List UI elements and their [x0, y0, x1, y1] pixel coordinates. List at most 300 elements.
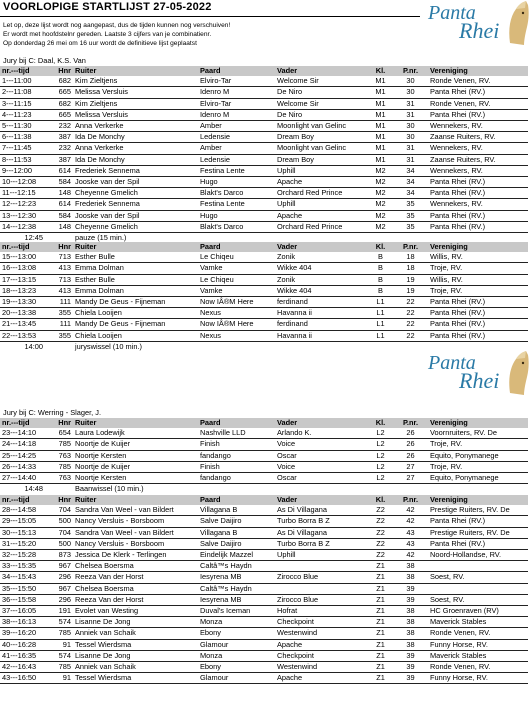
table-cell: Glamour	[198, 639, 275, 650]
table-cell: Now IÂ®M Here	[198, 319, 275, 330]
table-cell: Iesyrena MB	[198, 572, 275, 583]
table-row	[0, 594, 528, 605]
table-cell: Zaanse Ruiters, RV.	[428, 154, 528, 165]
table-cell: Anniek van Schaik	[73, 628, 198, 639]
header-cell: Kl.	[368, 418, 393, 428]
table-cell: 296	[45, 594, 73, 605]
table-cell: 33---15:35	[0, 561, 45, 572]
table-cell: Soest, RV.	[428, 594, 528, 605]
table-cell: M2	[368, 210, 393, 221]
table-cell: Orchard Red Prince	[275, 221, 368, 232]
table-cell: 785	[45, 628, 73, 639]
table-cell: 27---14:40	[0, 473, 45, 484]
table-cell: Noortje de Kuijer	[73, 439, 198, 450]
table-cell: 27	[393, 461, 428, 472]
table-row	[0, 628, 528, 639]
start-list-table	[0, 242, 528, 352]
table-cell: Wennekers, RV.	[428, 143, 528, 154]
table-cell: M2	[368, 188, 393, 199]
table-cell: Melissa Versluis	[73, 87, 198, 98]
table-row	[0, 461, 528, 472]
table-cell: Equito, Ponymanege	[428, 450, 528, 461]
table-cell: Z1	[368, 561, 393, 572]
table-cell: Monza	[198, 617, 275, 628]
table-cell: De Niro	[275, 109, 368, 120]
table-cell: Lisanne De Jong	[73, 617, 198, 628]
table-cell: Wikke 404	[275, 263, 368, 274]
table-cell: 39	[393, 673, 428, 684]
jury-label: Jury bij C: Daal, K.S. Van	[3, 56, 86, 65]
table-cell: Villagana B	[198, 527, 275, 538]
table-cell: Z1	[368, 606, 393, 617]
table-cell: Z2	[368, 527, 393, 538]
table-cell: 39	[393, 650, 428, 661]
table-cell: Anna Verkerke	[73, 121, 198, 132]
table-cell: Kim Zieltjens	[73, 98, 198, 109]
table-cell: 10---12:08	[0, 177, 45, 188]
table-cell: Hugo	[198, 210, 275, 221]
table-cell: Funny Horse, RV.	[428, 639, 528, 650]
table-cell: 785	[45, 461, 73, 472]
table-cell: Caltâ™s Haydn	[198, 561, 275, 572]
table-cell: Esther Bulle	[73, 274, 198, 285]
table-cell: 614	[45, 199, 73, 210]
table-cell: M1	[368, 109, 393, 120]
table-cell: Hofrat	[275, 606, 368, 617]
table-row	[0, 165, 528, 176]
table-cell: Tessel Wierdsma	[73, 673, 198, 684]
table-cell: Ida De Monchy	[73, 154, 198, 165]
table-cell: L1	[368, 297, 393, 308]
table-cell: L1	[368, 308, 393, 319]
table-row	[0, 252, 528, 263]
table-cell: 37---16:05	[0, 606, 45, 617]
header-cell: Paard	[198, 495, 275, 505]
table-cell: M1	[368, 143, 393, 154]
table-cell: 654	[45, 428, 73, 439]
table-cell: Lisanne De Jong	[73, 650, 198, 661]
break-row	[0, 341, 528, 352]
table-cell: Chiela Looijen	[73, 330, 198, 341]
table-cell: 355	[45, 330, 73, 341]
table-cell: 26	[393, 439, 428, 450]
header-cell: Ruiter	[73, 66, 198, 76]
table-cell: Noortje de Kuijer	[73, 461, 198, 472]
table-cell: 500	[45, 516, 73, 527]
table-cell: 19	[393, 285, 428, 296]
table-cell: 30	[393, 76, 428, 87]
table-cell: B	[368, 252, 393, 263]
start-list-table	[0, 66, 528, 243]
start-list-table	[0, 495, 528, 684]
table-cell: 682	[45, 76, 73, 87]
header-cell: nr.---tijd	[0, 495, 45, 505]
table-cell: 19---13:30	[0, 297, 45, 308]
table-cell: Panta Rhei (RV.)	[428, 330, 528, 341]
table-cell: 22	[393, 330, 428, 341]
table-cell: Blakt's Darco	[198, 221, 275, 232]
table-row	[0, 330, 528, 341]
table-cell: Willis, RV.	[428, 252, 528, 263]
header-cell: Vader	[275, 66, 368, 76]
table-cell: Wennekers, RV.	[428, 199, 528, 210]
table-row	[0, 617, 528, 628]
table-cell: Wennekers, RV.	[428, 165, 528, 176]
table-cell: 16---13:08	[0, 263, 45, 274]
table-cell: De Niro	[275, 87, 368, 98]
table-cell: Chiela Looijen	[73, 308, 198, 319]
table-cell: Emma Dolman	[73, 285, 198, 296]
table-cell: 35	[393, 221, 428, 232]
table-cell: Ida De Monchy	[73, 132, 198, 143]
table-cell: Dream Boy	[275, 154, 368, 165]
table-cell: Duval's Iceman	[198, 606, 275, 617]
table-cell: 31	[393, 98, 428, 109]
table-cell: Festina Lente	[198, 165, 275, 176]
table-cell: Panta Rhei (RV.)	[428, 297, 528, 308]
header-cell: Vader	[275, 418, 368, 428]
header-cell: Vereniging	[428, 66, 528, 76]
table-cell: 14---12:38	[0, 221, 45, 232]
table-cell: Glamour	[198, 673, 275, 684]
table-cell: M1	[368, 132, 393, 143]
table-cell: Kim Zieltjens	[73, 76, 198, 87]
table-cell: Z1	[368, 662, 393, 673]
panta-rhei-logo	[425, 1, 530, 43]
table-cell: 713	[45, 274, 73, 285]
header-cell: Vereniging	[428, 418, 528, 428]
table-cell: Oscar	[275, 473, 368, 484]
header-cell: Ruiter	[73, 418, 198, 428]
break-label: Baanwissel (10 min.)	[75, 484, 144, 494]
table-cell: Esther Bulle	[73, 252, 198, 263]
table-cell: Welcome Sir	[275, 98, 368, 109]
table-cell: 38	[393, 639, 428, 650]
table-cell: Wikke 404	[275, 285, 368, 296]
table-cell: Checkpoint	[275, 617, 368, 628]
break-label: juryswissel (10 min.)	[75, 341, 142, 351]
table-cell: L2	[368, 461, 393, 472]
table-cell: 40---16:28	[0, 639, 45, 650]
table-cell: M1	[368, 98, 393, 109]
note-line: Er wordt met hoofdstelnr gereden. Laatste 3 cijfers van je combinatienr.	[3, 30, 212, 38]
table-cell: 22	[393, 308, 428, 319]
table-cell: Hugo	[198, 177, 275, 188]
header-cell: Kl.	[368, 495, 393, 505]
table-cell: 785	[45, 662, 73, 673]
table-header-row	[0, 66, 528, 76]
header-cell: Kl.	[368, 242, 393, 252]
table-cell: 38	[393, 617, 428, 628]
table-cell: Chelsea Boersma	[73, 583, 198, 594]
table-cell	[275, 583, 368, 594]
table-cell: B	[368, 274, 393, 285]
header-cell: Ruiter	[73, 495, 198, 505]
table-cell: Checkpoint	[275, 650, 368, 661]
table-cell: 1---11:00	[0, 76, 45, 87]
table-cell: 30	[393, 121, 428, 132]
table-cell: Panta Rhei (RV.)	[428, 210, 528, 221]
table-cell: Panta Rhei (RV.)	[428, 308, 528, 319]
table-cell: Apache	[275, 673, 368, 684]
table-cell: 26	[393, 450, 428, 461]
table-cell: 34	[393, 188, 428, 199]
break-time: 12:45	[24, 233, 43, 243]
table-cell: Oscar	[275, 450, 368, 461]
table-cell: Uphill	[275, 165, 368, 176]
table-row	[0, 308, 528, 319]
header-cell: Paard	[198, 242, 275, 252]
table-cell: 614	[45, 165, 73, 176]
table-row	[0, 285, 528, 296]
table-cell: 387	[45, 132, 73, 143]
table-cell: Apache	[275, 177, 368, 188]
table-cell: 91	[45, 673, 73, 684]
table-cell: Finish	[198, 461, 275, 472]
table-cell: 704	[45, 527, 73, 538]
table-cell: Salve Daijiro	[198, 538, 275, 549]
table-cell: Reeza Van der Horst	[73, 594, 198, 605]
table-cell: 24---14:18	[0, 439, 45, 450]
break-row	[0, 484, 528, 495]
table-cell: 43	[393, 527, 428, 538]
table-cell: Cheyenne Gmelich	[73, 221, 198, 232]
table-cell: Maverick Stables	[428, 617, 528, 628]
table-cell: As Di Villagana	[275, 505, 368, 516]
table-cell: 91	[45, 639, 73, 650]
table-cell: Westenwind	[275, 662, 368, 673]
table-cell: 42	[393, 505, 428, 516]
table-cell: Turbo Borra B Z	[275, 538, 368, 549]
table-cell: Tessel Wierdsma	[73, 639, 198, 650]
table-cell: 39	[393, 583, 428, 594]
table-cell: 19	[393, 274, 428, 285]
table-cell: Apache	[275, 639, 368, 650]
table-cell: Z2	[368, 550, 393, 561]
table-cell: 967	[45, 583, 73, 594]
table-cell: M2	[368, 177, 393, 188]
table-cell: 36---15:58	[0, 594, 45, 605]
table-cell: Westenwind	[275, 628, 368, 639]
table-cell: 574	[45, 650, 73, 661]
table-cell: Troje, RV.	[428, 285, 528, 296]
table-cell: L1	[368, 319, 393, 330]
header-cell: nr.---tijd	[0, 242, 45, 252]
table-cell: Voornruiters, RV. De	[428, 428, 528, 439]
table-cell: Zirocco Blue	[275, 572, 368, 583]
table-cell: Anna Verkerke	[73, 143, 198, 154]
table-cell: fandango	[198, 473, 275, 484]
table-cell: Amber	[198, 121, 275, 132]
table-row	[0, 561, 528, 572]
table-row	[0, 538, 528, 549]
table-cell: Le Chiqeu	[198, 252, 275, 263]
table-cell: 26---14:33	[0, 461, 45, 472]
table-cell: Voice	[275, 439, 368, 450]
table-cell: 148	[45, 188, 73, 199]
table-row	[0, 650, 528, 661]
table-row	[0, 428, 528, 439]
table-cell: Ledensie	[198, 132, 275, 143]
table-cell: L2	[368, 450, 393, 461]
logo-text-line2: Rhei	[459, 368, 500, 393]
table-cell: 22	[393, 297, 428, 308]
table-cell: 42	[393, 516, 428, 527]
break-time: 14:00	[24, 341, 43, 351]
table-cell: 30---15:13	[0, 527, 45, 538]
table-cell: Z1	[368, 583, 393, 594]
table-cell: Ronde Venen, RV.	[428, 628, 528, 639]
table-row	[0, 199, 528, 210]
table-row	[0, 98, 528, 109]
table-cell: 43	[393, 538, 428, 549]
table-row	[0, 572, 528, 583]
table-row	[0, 527, 528, 538]
table-cell: 111	[45, 319, 73, 330]
table-cell: L2	[368, 439, 393, 450]
table-cell: 26	[393, 428, 428, 439]
table-cell: 387	[45, 154, 73, 165]
table-cell: Voice	[275, 461, 368, 472]
table-cell: Reeza Van der Horst	[73, 572, 198, 583]
table-cell	[428, 561, 528, 572]
table-cell: Z2	[368, 505, 393, 516]
table-cell: 5---11:30	[0, 121, 45, 132]
header-cell: P.nr.	[393, 495, 428, 505]
table-row	[0, 639, 528, 650]
table-cell: 38	[393, 628, 428, 639]
table-cell: Cheyenne Gmelich	[73, 188, 198, 199]
table-cell: Evolet van Westing	[73, 606, 198, 617]
table-cell: Mandy De Geus - Fijneman	[73, 297, 198, 308]
table-row	[0, 109, 528, 120]
note-line: Let op, deze lijst wordt nog aangepast, dus de tijden kunnen nog verschuiven!	[3, 22, 231, 29]
table-cell: Z1	[368, 650, 393, 661]
table-cell: 232	[45, 121, 73, 132]
table-cell: Wennekers, RV.	[428, 121, 528, 132]
header-cell: nr.---tijd	[0, 418, 45, 428]
logo-text-line1: Panta	[428, 352, 476, 374]
table-cell: M1	[368, 154, 393, 165]
table-cell: 38	[393, 561, 428, 572]
table-cell: Funny Horse, RV.	[428, 673, 528, 684]
table-cell: Laura Lodewijk	[73, 428, 198, 439]
table-cell: 665	[45, 109, 73, 120]
table-cell: Soest, RV.	[428, 572, 528, 583]
table-cell: 584	[45, 210, 73, 221]
table-cell: M1	[368, 76, 393, 87]
table-cell: 6---11:38	[0, 132, 45, 143]
table-cell: M2	[368, 165, 393, 176]
table-cell: Zonik	[275, 274, 368, 285]
table-header-row	[0, 242, 528, 252]
table-header-row	[0, 418, 528, 428]
table-cell: Idenro M	[198, 109, 275, 120]
table-cell: 39	[393, 594, 428, 605]
page-title: VOORLOPIGE STARTLIJST 27-05-2022	[3, 1, 212, 13]
table-cell: 28---14:58	[0, 505, 45, 516]
header-cell: Paard	[198, 418, 275, 428]
table-row	[0, 450, 528, 461]
break-label: pauze (15 min.)	[75, 233, 127, 243]
table-cell: Panta Rhei (RV.)	[428, 516, 528, 527]
header-cell: Kl.	[368, 66, 393, 76]
table-cell: 31	[393, 154, 428, 165]
table-cell: Ronde Venen, RV.	[428, 98, 528, 109]
table-row	[0, 439, 528, 450]
table-cell: 30	[393, 132, 428, 143]
table-cell: Uphill	[275, 199, 368, 210]
logo-text-line2: Rhei	[459, 18, 500, 43]
table-cell: Equito, Ponymanege	[428, 473, 528, 484]
table-cell: Villagana B	[198, 505, 275, 516]
table-cell: Panta Rhei (RV.)	[428, 109, 528, 120]
table-cell: Anniek van Schaik	[73, 662, 198, 673]
table-cell: 15---13:00	[0, 252, 45, 263]
table-cell: 2---11:08	[0, 87, 45, 98]
table-cell: 35	[393, 210, 428, 221]
table-cell: fandango	[198, 450, 275, 461]
table-cell: 39	[393, 662, 428, 673]
header-cell: Paard	[198, 66, 275, 76]
table-cell: Ebony	[198, 628, 275, 639]
table-cell: 413	[45, 285, 73, 296]
table-cell: HC Groenraven (RV)	[428, 606, 528, 617]
horse-head-icon	[504, 349, 530, 395]
table-row	[0, 210, 528, 221]
table-cell: Jooske van der Spil	[73, 210, 198, 221]
table-row	[0, 673, 528, 684]
table-cell: 31	[393, 143, 428, 154]
table-cell: 8---11:53	[0, 154, 45, 165]
header-cell: P.nr.	[393, 66, 428, 76]
table-cell: 232	[45, 143, 73, 154]
table-cell: 111	[45, 297, 73, 308]
table-cell: Elviro-Tar	[198, 76, 275, 87]
table-cell: B	[368, 285, 393, 296]
table-cell: Welcome Sir	[275, 76, 368, 87]
table-row	[0, 188, 528, 199]
table-cell: Noortje Kersten	[73, 450, 198, 461]
table-cell: 22	[393, 319, 428, 330]
table-cell: M1	[368, 121, 393, 132]
table-cell: 25---14:25	[0, 450, 45, 461]
table-cell: Salve Daijiro	[198, 516, 275, 527]
table-cell: Zirocco Blue	[275, 594, 368, 605]
table-cell: Apache	[275, 210, 368, 221]
header-cell: Hnr	[45, 495, 73, 505]
table-cell: 413	[45, 263, 73, 274]
table-row	[0, 177, 528, 188]
header-cell: Vereniging	[428, 242, 528, 252]
table-cell: 967	[45, 561, 73, 572]
table-cell: Z1	[368, 673, 393, 684]
table-cell: Havanna ii	[275, 330, 368, 341]
table-cell: Nancy Versluis - Borsboom	[73, 538, 198, 549]
table-cell: Ebony	[198, 662, 275, 673]
table-cell: 682	[45, 98, 73, 109]
table-cell: L2	[368, 473, 393, 484]
table-cell: Jooske van der Spil	[73, 177, 198, 188]
table-row	[0, 662, 528, 673]
table-cell: M1	[368, 87, 393, 98]
table-cell: 38	[393, 606, 428, 617]
table-cell: 12---12:23	[0, 199, 45, 210]
table-row	[0, 606, 528, 617]
table-cell: Festina Lente	[198, 199, 275, 210]
table-cell: Noortje Kersten	[73, 473, 198, 484]
table-cell: Vamke	[198, 263, 275, 274]
